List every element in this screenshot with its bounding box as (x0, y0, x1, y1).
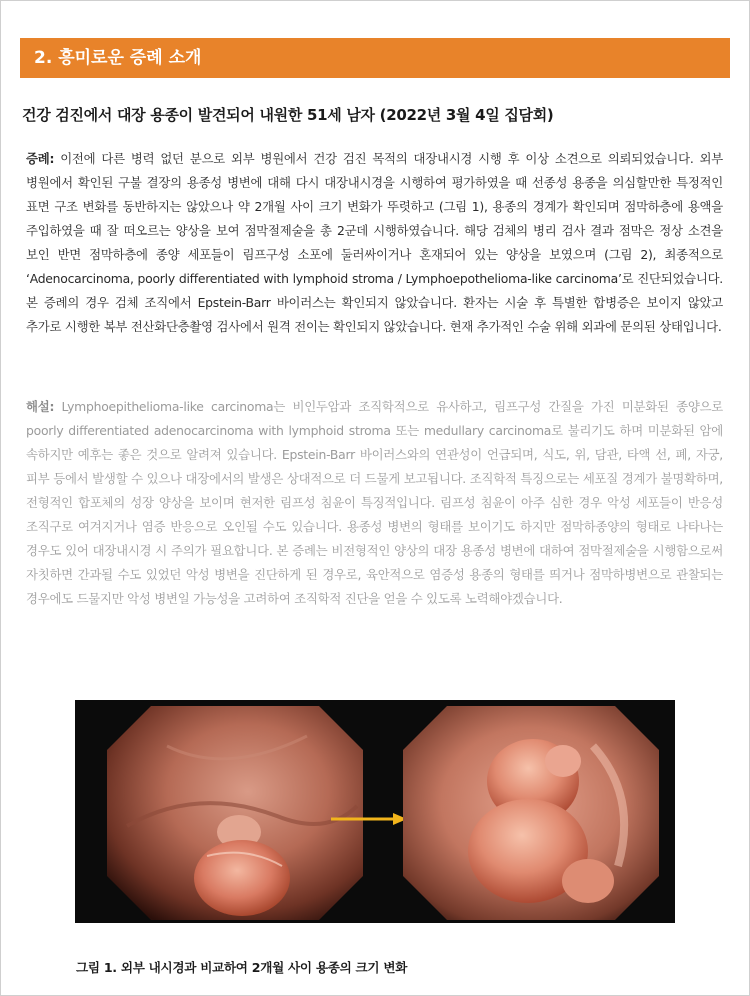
size-change-arrow-icon (329, 812, 409, 826)
endoscopy-image-before (107, 706, 363, 920)
endoscopy-image-after (403, 706, 659, 920)
case-presentation-label: 증례: (26, 151, 55, 166)
case-presentation (26, 147, 723, 339)
case-commentary-text: Lymphoepithelioma-like carcinoma는 비인두암과 조직학적으로 유사하고, 림프구성 간질을 가진 미분화된 종양으로 poorly differentiated adenocarcinoma with lymphoid stroma 또는 medullary carcinoma로 불리기도 하며 미분화된 암에 속하지만 예후는 좋은 것으로 알려져 있습니다. Epstein-Barr 바이러스와의 연관성이 언급되며, 식도, 위, 담관, 타액 선, 폐, 자궁, 피부 등에서 발생할 수 있으나 대장에서의 발생은 상대적으로 더 드물게 보고됩니다. 조직학적 특징으로는 세포질 경계가 불명확하며, 전형적인 합포체의 성장 양상을 보이며 현저한 림프성 침윤이 특징적입니다. 림프성 침윤이 아주 심한 경우 악성 세포들이 반응성 조직구로 여겨지거나 염증 반응으로 오인될 수도 있습니다. 용종성 병변의 형태를 보이기도 하지만 점막하종양의 형태로 나타나는 경우도 있어 대장내시경 시 주의가 필요합니다. 본 증례는 비전형적인 양상의 대장 용종성 병변에 대하여 점막절제술을 시행함으로써 자칫하면 간과될 수도 있었던 악성 병변을 진단하게 된 경우로, 육안적으로 염증성 용종의 형태를 띄거나 점막하병변으로 관찰되는 경우에도 드물지만 악성 병변일 가능성을 고려하여 조직학적 진단을 얻을 수 있도록 노력해야겠습니다. (26, 399, 723, 606)
section-banner: 2. 흥미로운 증례 소개 (20, 38, 730, 78)
case-commentary (26, 395, 723, 611)
case-presentation-text: 이전에 다른 병력 없던 분으로 외부 병원에서 건강 검진 목적의 대장내시경 시행 후 이상 소견으로 의뢰되었습니다. 외부 병원에서 확인된 구불 결장의 용종성 병변에 대해 다시 대장내시경을 시행하여 평가하였을 때 선종성 용종을 의심할만한 특정적인 표면 구조 변화를 동반하지는 않았으나 약 2개월 사이 크기 변화가 뚜렷하고 (그림 1), 용종의 경계가 확인되며 점막하층에 용액을 주입하였을 때 잘 떠오르는 양상을 보여 점막절제술을 총 2군데 시행하였습니다. 해당 검체의 병리 검사 결과 점막은 정상 소견을 보인 반면 점막하층에 종양 세포들이 림프구성 소포에 둘러싸이거나 혼재되어 있는 양상을 보였으며 (그림 2), 최종적으로 ‘Adenocarcinoma, poorly differentiated with lymphoid stroma / Lymphoepothelioma-like carcinoma’로 진단되었습니다. 본 증례의 경우 검체 조직에서 Epstein-Barr 바이러스는 확인되지 않았습니다. 환자는 시술 후 특별한 합병증은 보이지 않았고 추가로 시행한 복부 전산화단층촬영 검사에서 원격 전이는 확인되지 않았습니다. 현재 추가적인 수술 위해 외과에 문의된 상태입니다. (26, 151, 723, 334)
case-commentary-label: 해설: (26, 399, 55, 414)
case-title: 건강 검진에서 대장 용종이 발견되어 내원한 51세 남자 (2022년 3월 4일 집담회) (22, 106, 554, 124)
figure-caption: 그림 1. 외부 내시경과 비교하여 2개월 사이 용종의 크기 변화 (76, 960, 408, 975)
endoscopy-figure (75, 700, 675, 923)
